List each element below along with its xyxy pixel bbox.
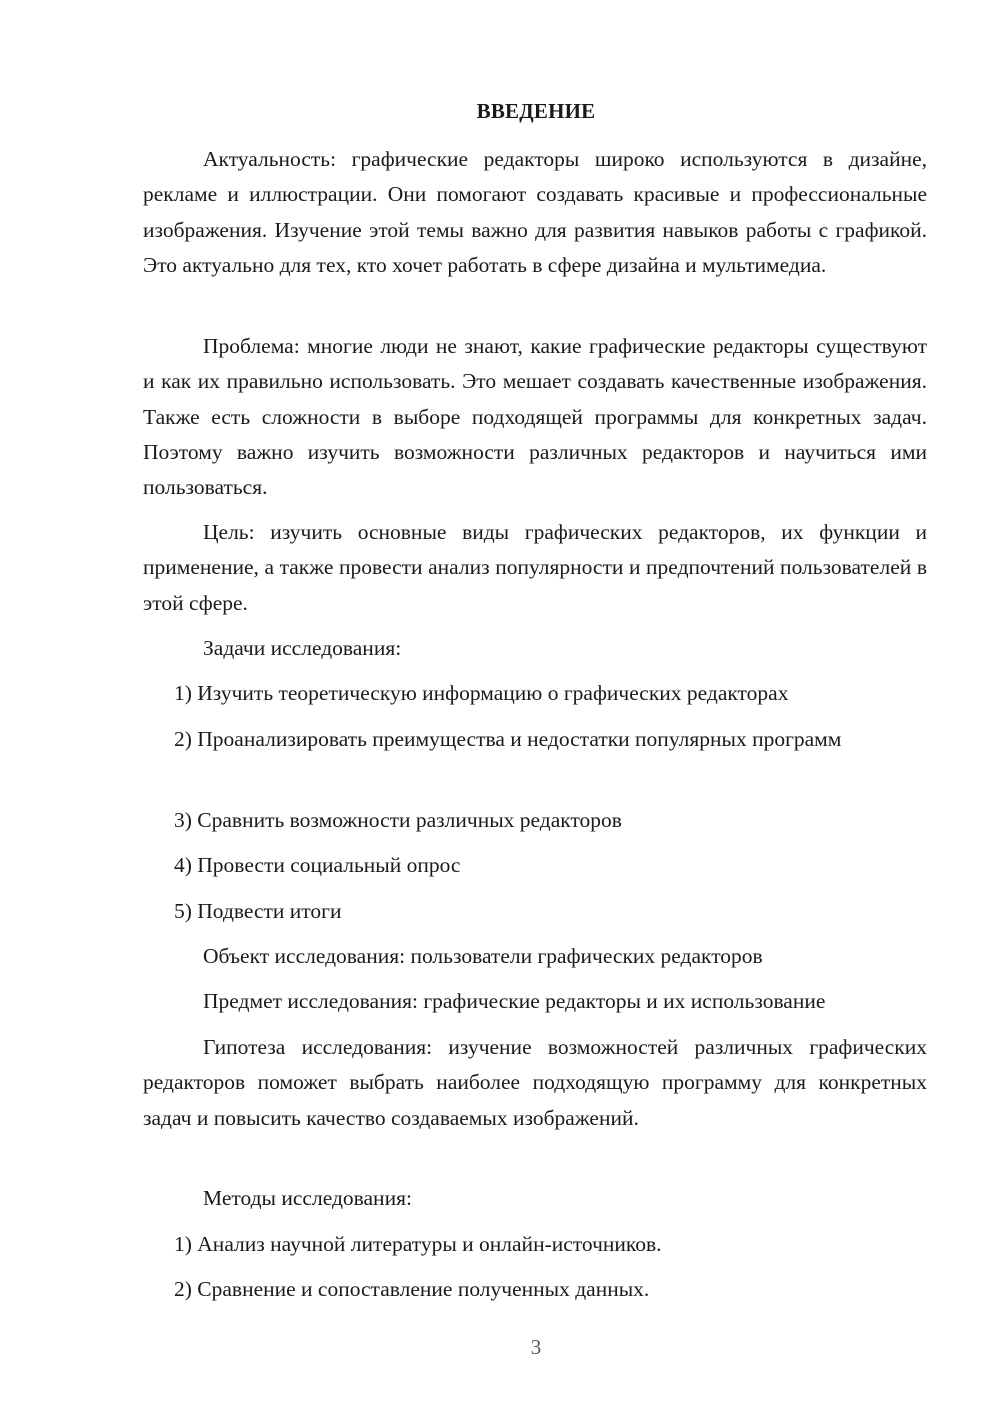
task-item: 3) Сравнить возможности различных редакторов [174, 808, 622, 832]
relevance-paragraph: Актуальность: графические редакторы широко используются в дизайне, рекламе и иллюстрации. Они помогают создавать красивые и профессиональные изображения. Изучение этой темы важно для развития навыков работы с графикой. Это актуально для тех, кто хочет работать в сфере дизайна и мультимедиа. [143, 147, 927, 277]
page-title: ВВЕДЕНИЕ [476, 99, 596, 123]
subject-paragraph: Предмет исследования: графические редакторы и их использование [203, 989, 826, 1013]
task-item: 5) Подвести итоги [174, 899, 342, 923]
page-number: 3 [530, 1335, 542, 1359]
hypothesis-paragraph: Гипотеза исследования: изучение возможностей различных графических редакторов поможет выбрать наиболее подходящую программу для конкретных задач и повысить качество создаваемых изображений. [143, 1035, 927, 1130]
method-item: 2) Сравнение и сопоставление полученных данных. [174, 1277, 650, 1301]
methods-heading: Методы исследования: [203, 1186, 412, 1210]
task-item: 4) Провести социальный опрос [174, 853, 461, 877]
goal-paragraph: Цель: изучить основные виды графических редакторов, их функции и применение, а также провести анализ популярности и предпочтений пользователей в этой сфере. [143, 520, 927, 615]
method-item: 1) Анализ научной литературы и онлайн-источников. [174, 1232, 662, 1256]
object-paragraph: Объект исследования: пользователи графических редакторов [203, 944, 763, 968]
tasks-heading: Задачи исследования: [203, 636, 402, 660]
task-item: 1) Изучить теоретическую информацию о графических редакторах [174, 681, 789, 705]
problem-paragraph: Проблема: многие люди не знают, какие графические редакторы существуют и как их правильно использовать. Это мешает создавать качественные изображения. Также есть сложности в выборе подходящей программы для конкретных задач. Поэтому важно изучить возможности различных редакторов и научиться ими пользоваться. [143, 334, 927, 500]
task-item: 2) Проанализировать преимущества и недостатки популярных программ [174, 727, 842, 751]
